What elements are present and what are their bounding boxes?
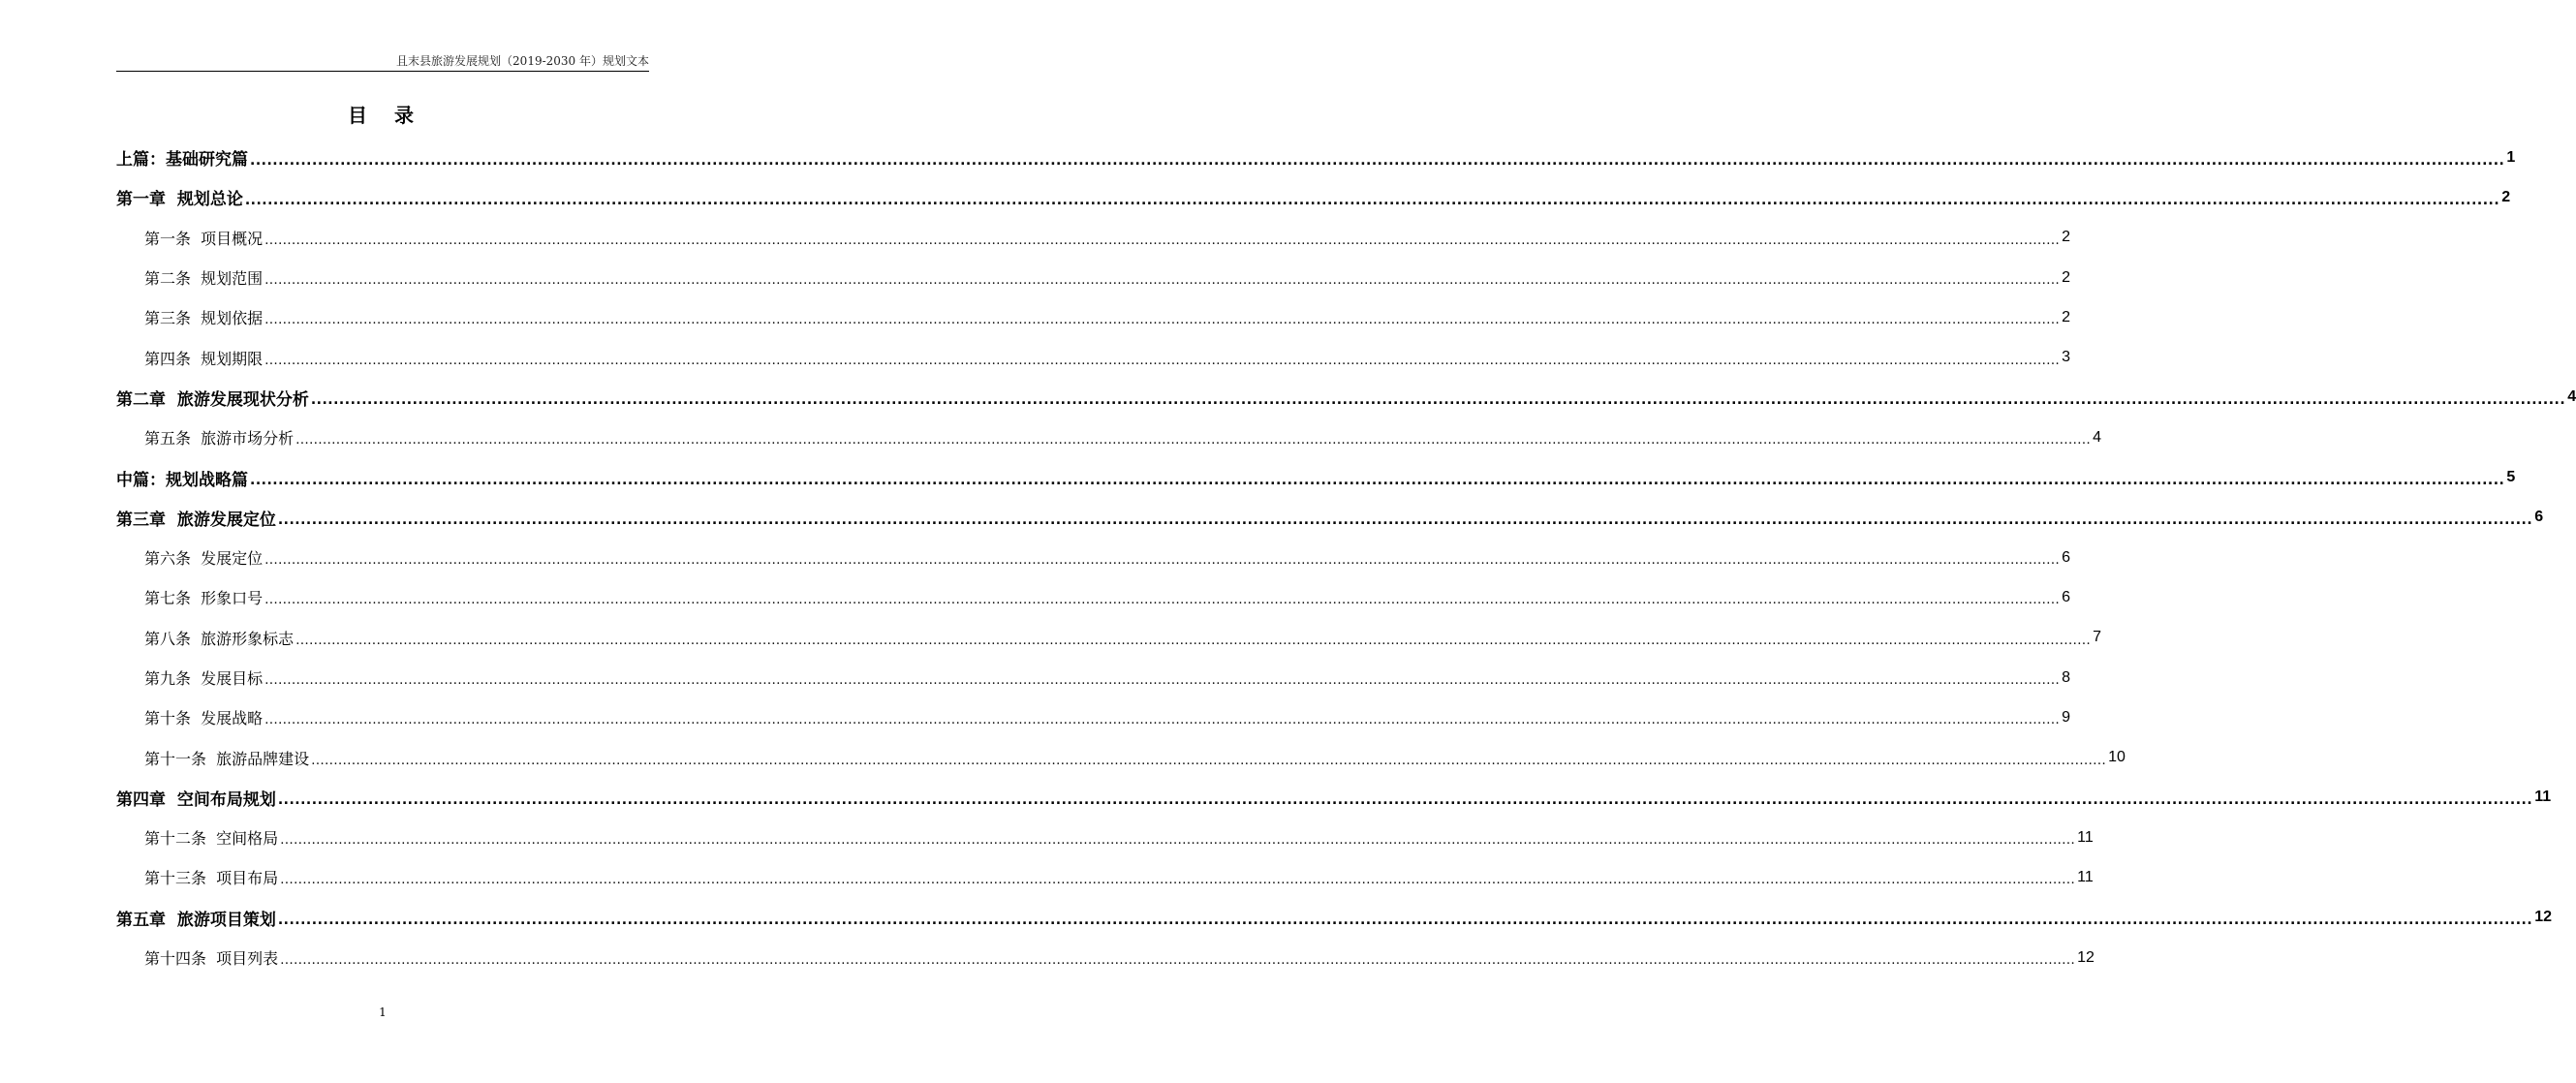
toc-entry-minor[interactable] bbox=[116, 737, 2126, 777]
toc-entry-major[interactable] bbox=[116, 378, 2576, 418]
dot-leader: ................................................................................................................................................................................................................................................................................................................................................................................................................ bbox=[264, 353, 2061, 368]
dot-leader: ................................................................................................................................................................................................................................................................................................................................................................................................................ bbox=[250, 473, 2505, 489]
toc-entry-label: 第五条 旅游市场分析 bbox=[144, 429, 295, 449]
toc-entry-minor[interactable] bbox=[116, 857, 2094, 897]
dot-leader: ................................................................................................................................................................................................................................................................................................................................................................................................................ bbox=[264, 713, 2061, 728]
toc-entry-page: 2 bbox=[2501, 188, 2511, 205]
toc-entry-label: 第一章 规划总论 bbox=[116, 190, 243, 210]
toc-entry-page: 11 bbox=[2077, 868, 2094, 885]
toc-entry-page: 6 bbox=[2534, 509, 2544, 526]
toc-entry-minor[interactable] bbox=[116, 697, 2071, 737]
toc-entry-minor[interactable] bbox=[116, 538, 2071, 577]
dot-leader: ................................................................................................................................................................................................................................................................................................................................................................................................................ bbox=[310, 392, 2566, 409]
dot-leader: ................................................................................................................................................................................................................................................................................................................................................................................................................ bbox=[264, 273, 2061, 289]
toc-entry-page: 2 bbox=[2062, 308, 2071, 325]
toc-entry-page: 4 bbox=[2093, 428, 2102, 446]
toc-entry-page: 11 bbox=[2077, 828, 2094, 846]
toc-entry-label: 第三章 旅游发展定位 bbox=[116, 510, 276, 530]
toc-entry-major[interactable] bbox=[116, 177, 2511, 217]
toc-entry-page: 2 bbox=[2062, 229, 2071, 246]
toc-entry-minor[interactable] bbox=[116, 618, 2102, 658]
dot-leader: ................................................................................................................................................................................................................................................................................................................................................................................................................ bbox=[295, 433, 2092, 449]
dot-leader: ................................................................................................................................................................................................................................................................................................................................................................................................................ bbox=[244, 192, 2500, 208]
dot-leader: ................................................................................................................................................................................................................................................................................................................................................................................................................ bbox=[311, 753, 2107, 768]
dot-leader: ................................................................................................................................................................................................................................................................................................................................................................................................................ bbox=[295, 633, 2092, 648]
toc-entry-page: 6 bbox=[2062, 588, 2071, 605]
toc-entry-minor[interactable] bbox=[116, 258, 2071, 297]
toc-entry-minor[interactable] bbox=[116, 218, 2071, 258]
toc-title: 目 录 bbox=[348, 104, 418, 127]
toc-entry-label: 第四条 规划期限 bbox=[144, 349, 264, 368]
toc-entry-page: 1 bbox=[2506, 148, 2516, 166]
toc-entry-label: 第十一条 旅游品牌建设 bbox=[144, 749, 310, 768]
toc-entry-label: 第十三条 项目布局 bbox=[144, 869, 279, 888]
dot-leader: ................................................................................................................................................................................................................................................................................................................................................................................................................ bbox=[280, 953, 2076, 969]
header-rule bbox=[116, 71, 649, 72]
toc-entry-major[interactable] bbox=[116, 898, 2552, 938]
dot-leader: ................................................................................................................................................................................................................................................................................................................................................................................................................ bbox=[264, 673, 2061, 688]
toc-entry-major[interactable] bbox=[116, 138, 2516, 177]
toc-entry-page: 11 bbox=[2534, 789, 2552, 806]
dot-leader: ................................................................................................................................................................................................................................................................................................................................................................................................................ bbox=[277, 913, 2533, 929]
dot-leader: ................................................................................................................................................................................................................................................................................................................................................................................................................ bbox=[277, 512, 2533, 529]
toc-entry-label: 第十条 发展战略 bbox=[144, 709, 264, 728]
toc-entry-page: 9 bbox=[2062, 708, 2071, 726]
toc-entry-page: 7 bbox=[2093, 629, 2102, 646]
toc-entry-label: 第一条 项目概况 bbox=[144, 229, 264, 248]
toc-entry-label: 中篇：规划战略篇 bbox=[116, 470, 248, 490]
dot-leader: ................................................................................................................................................................................................................................................................................................................................................................................................................ bbox=[264, 232, 2061, 248]
toc-entry-major[interactable] bbox=[116, 498, 2544, 538]
dot-leader: ................................................................................................................................................................................................................................................................................................................................................................................................................ bbox=[280, 873, 2076, 888]
dot-leader: ................................................................................................................................................................................................................................................................................................................................................................................................................ bbox=[264, 593, 2061, 608]
toc-entry-page: 8 bbox=[2062, 668, 2071, 686]
toc-entry-page: 3 bbox=[2062, 349, 2071, 366]
toc-entry-minor[interactable] bbox=[116, 577, 2071, 617]
toc-entry-label: 第七条 形象口号 bbox=[144, 589, 264, 608]
toc-entry-label: 第二章 旅游发展现状分析 bbox=[116, 389, 309, 410]
table-of-contents bbox=[116, 138, 2576, 977]
toc-entry-minor[interactable] bbox=[116, 658, 2071, 697]
toc-entry-page: 6 bbox=[2062, 548, 2071, 566]
dot-leader: ................................................................................................................................................................................................................................................................................................................................................................................................................ bbox=[280, 833, 2076, 849]
toc-entry-label: 第二条 规划范围 bbox=[144, 269, 264, 289]
toc-entry-label: 第九条 发展目标 bbox=[144, 669, 264, 688]
toc-entry-page: 4 bbox=[2567, 388, 2576, 406]
dot-leader: ................................................................................................................................................................................................................................................................................................................................................................................................................ bbox=[264, 313, 2061, 328]
dot-leader: ................................................................................................................................................................................................................................................................................................................................................................................................................ bbox=[277, 792, 2533, 809]
toc-entry-page: 12 bbox=[2077, 948, 2095, 966]
toc-entry-minor[interactable] bbox=[116, 818, 2094, 857]
dot-leader: ................................................................................................................................................................................................................................................................................................................................................................................................................ bbox=[264, 553, 2061, 569]
toc-entry-label: 上篇：基础研究篇 bbox=[116, 150, 248, 170]
page-number: 1 bbox=[379, 1006, 387, 1019]
toc-entry-label: 第十二条 空间格局 bbox=[144, 829, 279, 849]
toc-entry-major[interactable] bbox=[116, 457, 2516, 497]
toc-entry-major[interactable] bbox=[116, 778, 2552, 818]
toc-entry-page: 12 bbox=[2534, 909, 2552, 926]
toc-entry-label: 第四章 空间布局规划 bbox=[116, 789, 276, 810]
toc-entry-label: 第八条 旅游形象标志 bbox=[144, 629, 295, 648]
toc-entry-page: 5 bbox=[2506, 469, 2516, 486]
toc-entry-label: 第三条 规划依据 bbox=[144, 309, 264, 328]
toc-entry-minor[interactable] bbox=[116, 297, 2071, 337]
toc-entry-label: 第六条 发展定位 bbox=[144, 549, 264, 569]
toc-entry-minor[interactable] bbox=[116, 938, 2095, 977]
dot-leader: ................................................................................................................................................................................................................................................................................................................................................................................................................ bbox=[250, 152, 2505, 169]
toc-entry-page: 2 bbox=[2062, 268, 2071, 286]
toc-entry-minor[interactable] bbox=[116, 418, 2102, 457]
running-header: 且末县旅游发展规划（2019-2030 年）规划文本 bbox=[396, 54, 649, 68]
toc-entry-page: 10 bbox=[2108, 749, 2126, 766]
toc-entry-minor[interactable] bbox=[116, 337, 2071, 377]
toc-entry-label: 第十四条 项目列表 bbox=[144, 949, 279, 969]
toc-entry-label: 第五章 旅游项目策划 bbox=[116, 910, 276, 930]
